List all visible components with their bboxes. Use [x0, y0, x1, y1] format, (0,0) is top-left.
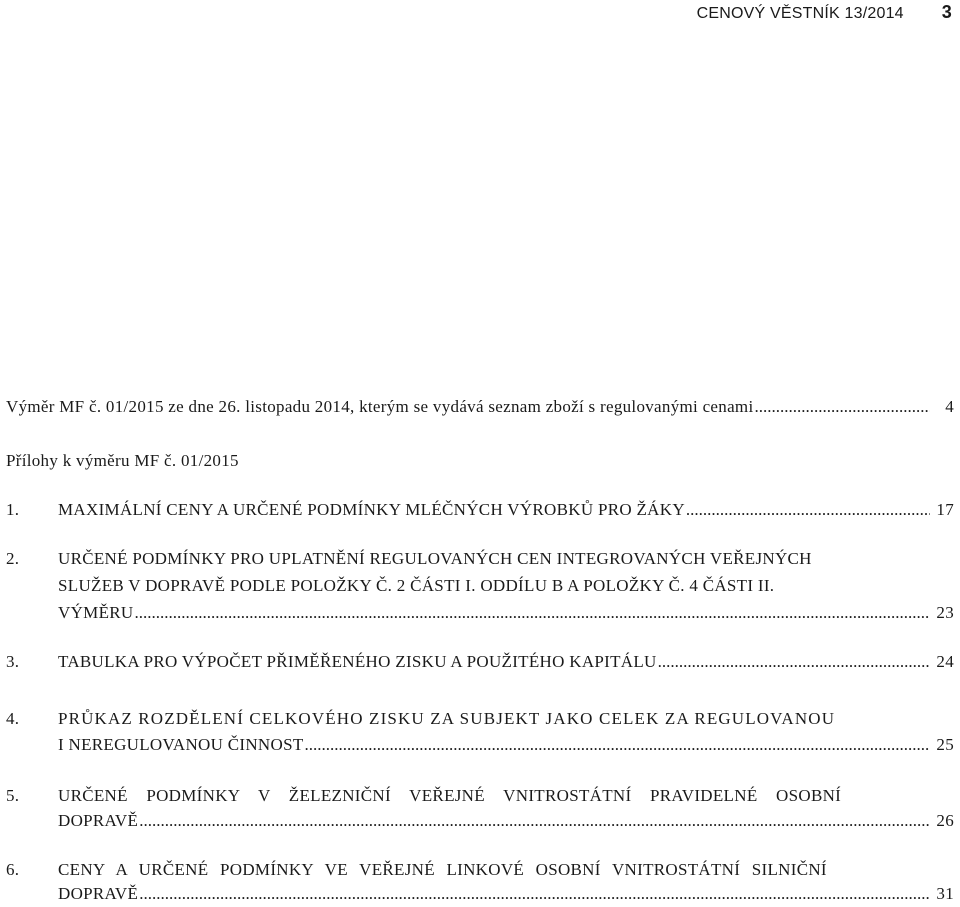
dot-leader [134, 603, 930, 623]
toc-entry-6-line-1[interactable] [6, 860, 827, 880]
toc-page-ref: 4 [945, 397, 954, 416]
dot-leader [686, 500, 930, 520]
toc-entry-4-line-1[interactable] [6, 709, 835, 729]
page-number: 3 [941, 2, 952, 22]
running-header [697, 2, 952, 23]
dot-leader [754, 397, 930, 417]
toc-entry-2-line-3[interactable] [6, 603, 954, 623]
toc-entry-number: 1. [6, 500, 20, 519]
toc-entry-number: 2. [6, 549, 20, 568]
toc-entry-text: URČENÉ PODMÍNKY PRO UPLATNĚNÍ REGULOVANÝCH CEN INTEGROVANÝCH VEŘEJNÝCH [58, 549, 812, 568]
toc-entry-3[interactable] [6, 652, 954, 672]
attachments-heading: Přílohy k výměru MF č. 01/2015 [6, 451, 239, 470]
toc-entry-text: URČENÉ PODMÍNKY V ŽELEZNIČNÍ VEŘEJNÉ VNITROSTÁTNÍ PRAVIDELNÉ OSOBNÍ [58, 786, 842, 805]
toc-entry-text: DOPRAVĚ [58, 884, 139, 903]
dot-leader [139, 884, 930, 904]
toc-entry-6-line-2[interactable] [6, 884, 954, 904]
toc-entry-number: 3. [6, 652, 20, 671]
toc-entry-4-line-2[interactable] [6, 735, 954, 755]
journal-title: CENOVÝ VĚSTNÍK 13/2014 [696, 5, 904, 22]
toc-entry-number: 5. [6, 786, 20, 805]
toc-entry-text: PRŮKAZ ROZDĚLENÍ CELKOVÉHO ZISKU ZA SUBJEKT JAKO CELEK ZA REGULOVANOU [58, 709, 836, 728]
toc-entry-text: VÝMĚRU [58, 603, 134, 622]
toc-page-ref: 26 [936, 811, 954, 830]
toc-entry-number: 6. [6, 860, 20, 879]
toc-page-ref: 31 [936, 884, 954, 903]
toc-entry-text: MAXIMÁLNÍ CENY A URČENÉ PODMÍNKY MLÉČNÝCH VÝROBKŮ PRO ŽÁKY [58, 500, 685, 519]
toc-entry-text: TABULKA PRO VÝPOČET PŘIMĚŘENÉHO ZISKU A POUŽITÉHO KAPITÁLU [58, 652, 657, 671]
toc-page-ref: 23 [936, 603, 954, 622]
toc-entry-intro[interactable] [6, 397, 954, 417]
toc-entry-5-line-1[interactable] [6, 786, 841, 806]
toc-entry-text: I NEREGULOVANOU ČINNOST [58, 735, 304, 754]
toc-entry-text: CENY A URČENÉ PODMÍNKY VE VEŘEJNÉ LINKOVÉ OSOBNÍ VNITROSTÁTNÍ SILNIČNÍ [58, 860, 827, 879]
toc-page-ref: 25 [936, 735, 954, 754]
toc-entry-text: DOPRAVĚ [58, 811, 139, 830]
toc-page-ref: 24 [936, 652, 954, 671]
dot-leader [139, 811, 930, 831]
dot-leader [658, 652, 930, 672]
toc-entry-1[interactable] [6, 500, 954, 520]
dot-leader [305, 735, 930, 755]
toc-page-ref: 17 [936, 500, 954, 519]
toc-entry-2-line-2: SLUŽEB V DOPRAVĚ PODLE POLOŽKY Č. 2 ČÁSTI I. ODDÍLU B A POLOŽKY Č. 4 ČÁSTI II. [58, 576, 775, 595]
toc-entry-text: Výměr MF č. 01/2015 ze dne 26. listopadu 2014, kterým se vydává seznam zboží s regulovanými cenami [6, 397, 754, 416]
toc-entry-2-line-1[interactable] [6, 549, 954, 569]
toc-entry-number: 4. [6, 709, 20, 728]
toc-entry-5-line-2[interactable] [6, 811, 954, 831]
